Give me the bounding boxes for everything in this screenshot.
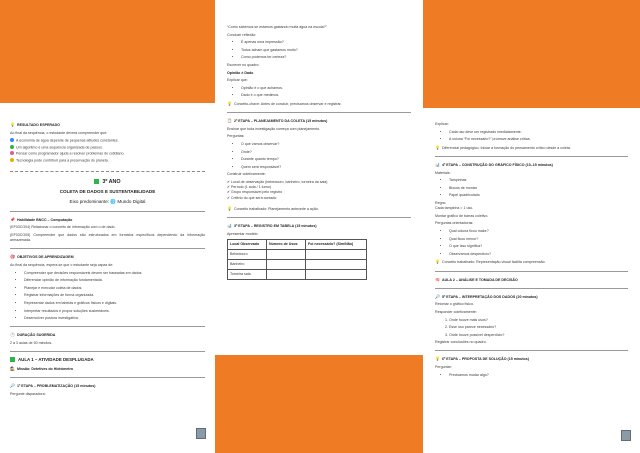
- explicar-label: Explicar:: [435, 122, 449, 126]
- table-cell: Torneira sala: [228, 270, 267, 280]
- table-row: [228, 250, 367, 260]
- bulb-icon: 💡: [435, 144, 440, 150]
- yellow-dot-icon: [10, 158, 14, 162]
- diferencial-text: 💡 Diferencial pedagógico: Iniciar a formação do pensamento crítico desde a coleta.: [435, 144, 571, 150]
- list-item: • Planejar e executar coleta de dados.: [24, 286, 205, 291]
- bncc-item: (EF03CO05) Compreender que dados são estruturados em formatos específicos dependendo da informação armazenada.: [10, 232, 205, 243]
- brain-icon: 🧠: [435, 276, 440, 282]
- materiais-list: [435, 178, 628, 198]
- table-icon: 📊: [227, 222, 232, 228]
- magnifier-icon: 🔎: [435, 293, 440, 299]
- table-header: Foi necessário? (Sim/Não): [306, 240, 367, 250]
- explicar-text: Explicar que:: [227, 78, 248, 83]
- divider: [435, 350, 628, 351]
- table-header: Número de Usos: [267, 240, 306, 250]
- objetivos-list: [10, 271, 205, 322]
- orange-band-top-right: [423, 0, 640, 108]
- list-item: • Quem será responsável?: [241, 165, 411, 170]
- orange-band-bottom-middle: [215, 355, 423, 453]
- list-item: • Blocos de montar: [449, 186, 628, 191]
- table-row: [228, 260, 367, 270]
- responder-label: Responder coletivamente:: [435, 309, 477, 314]
- page-middle: [215, 0, 423, 355]
- divider: [435, 288, 628, 289]
- construir-label: Construir coletivamente:: [227, 172, 266, 177]
- materiais-label: Materiais:: [435, 170, 451, 175]
- apresentar-text: Apresentar modelo:: [227, 231, 259, 236]
- conceito-chave: 💡 Conceito-chave: Antes de concluir, precisamos observar e registrar.: [227, 100, 342, 106]
- bulb-icon: 💡: [435, 259, 440, 265]
- perguntar-label: Perguntar:: [435, 365, 452, 370]
- table-cell: [267, 260, 306, 270]
- bulb-icon: 💡: [227, 100, 232, 106]
- list-item: • Como podemos ter certeza?: [241, 55, 411, 60]
- top-question: “Como sabemos se estamos gastando muita água na escola?”: [227, 25, 327, 29]
- bncc-heading: 📌 Habilidade BNCC – Computação: [10, 216, 73, 222]
- table-row: [228, 270, 367, 280]
- list-item: • Representar dados em tabelas e gráficos físicos e digitais.: [24, 301, 205, 306]
- resultado-item: Pensar como programador ajuda a resolver problemas do cotidiano.: [10, 151, 205, 157]
- duracao-heading: 🕒 DURAÇÃO SUGERIDA: [10, 332, 56, 338]
- explicar-list: [435, 130, 628, 143]
- detective-icon: 🕵: [10, 365, 15, 371]
- list-item: • Todos acham que gastamos muito?: [241, 48, 411, 53]
- list-item: • Interpretar resultados e propor soluções sustentáveis.: [24, 309, 205, 314]
- regra-label: Regra:: [435, 200, 446, 205]
- pin-icon: 📌: [10, 216, 15, 222]
- construir-item: ✔ Local de observação (bebedouro, banheiro, torneira da sala): [227, 179, 328, 184]
- etapa5-heading: 🔎 5ª ETAPA – INTERPRETAÇÃO DOS DADOS (20 minutos): [435, 293, 538, 299]
- responder-list: [435, 318, 628, 338]
- registro-table: [227, 239, 367, 280]
- resultado-intro: Ao final da sequência, o estudante deverá compreender que:: [10, 130, 108, 135]
- clock-icon: 🕒: [10, 332, 15, 338]
- table-header-row: [228, 240, 367, 250]
- list-item: • Observamos desperdício?: [449, 252, 628, 257]
- eixo-text: Eixo predominante: 🌐 Mundo Digital: [69, 199, 146, 205]
- list-item: • A coluna “Foi necessário?” promove análise crítica.: [449, 137, 628, 142]
- perguntas-label: Perguntas orientadoras:: [435, 221, 474, 226]
- registrar-text: Registrar conclusões no quadro.: [435, 340, 487, 345]
- table-cell: Banheiro: [228, 260, 267, 270]
- cada-text: Cada tampinha = 1 uso.: [435, 206, 474, 211]
- list-item: • Papel quadriculado: [449, 193, 628, 198]
- orange-band-top-left: [0, 0, 215, 103]
- montar-text: Montar gráfico de barras coletivo.: [435, 213, 489, 218]
- list-item: 2. Esse uso parece necessário?: [449, 325, 628, 330]
- table-header: Local Observado: [228, 240, 267, 250]
- objetivos-heading: 🎯 OBJETIVOS DE APRENDIZAGEM: [10, 254, 74, 260]
- resultado-item: A economia de água depende de pequenas atitudes constantes.: [10, 138, 205, 144]
- chart-icon: 📊: [435, 161, 440, 167]
- target-icon: 🎯: [10, 254, 15, 260]
- clipboard-icon: 📋: [227, 118, 232, 124]
- page-left: [0, 103, 215, 453]
- perguntar-list: [435, 373, 628, 378]
- list-item: • Registrar informações de forma organizada.: [24, 293, 205, 298]
- table-cell: [267, 250, 306, 260]
- list-item: • Desenvolver postura investigativa.: [24, 316, 205, 321]
- ano-title: 3º ANO: [10, 179, 205, 187]
- etapa1-heading: 🔎 1ª ETAPA – PROBLEMATIZAÇÃO (15 minutos): [10, 383, 96, 389]
- tema-title: COLETA DE DADOS E SUSTENTABILIDADE: [59, 189, 156, 195]
- list-item: • Tampinhas: [449, 178, 628, 183]
- list-item: • Cada uso deve ser registrado imediatamente.: [449, 130, 628, 135]
- opiniao-dado: Opinião ≠ Dado: [227, 70, 254, 75]
- divider: [435, 156, 628, 157]
- list-item: • Diferenciar opinião de informação fundamentada.: [24, 278, 205, 283]
- list-item: • É apenas uma impressão?: [241, 40, 411, 45]
- list-item: 3. Onde houve possível desperdício?: [449, 333, 628, 338]
- etapa4-heading: 📊 4ª ETAPA – CONSTRUÇÃO DO GRÁFICO FÍSICO (10–15 minutos): [435, 161, 553, 167]
- table-cell: [306, 250, 367, 260]
- green-dot-icon: [10, 145, 14, 149]
- duracao-text: 2 a 3 aulas de 50 minutos.: [10, 340, 53, 345]
- divider: [435, 271, 628, 272]
- table-cell: [306, 270, 367, 280]
- resultado-item: Um algoritmo é uma sequência organizada de passos.: [10, 145, 205, 151]
- green-square-icon: [94, 179, 99, 184]
- pergunta-disparadora: Pergunte disparadora:: [10, 391, 46, 396]
- list-item: • Onde?: [241, 150, 411, 155]
- bulb-icon: 💡: [435, 356, 440, 362]
- resultado-item: Tecnologia pode contribuir para a preservação do planeta.: [10, 158, 205, 164]
- aula1-heading: AULA 1 – ATIVIDADE DESPLUGADA: [10, 357, 205, 363]
- aula2-heading: 🧠 AULA 2 – ANÁLISE E TOMADA DE DECISÃO: [435, 276, 518, 282]
- missao-text: 🕵 Missão: Detetives do Hidrômetro: [10, 365, 74, 371]
- ensinar-text: Ensinar que toda investigação começa com planejamento.: [227, 126, 321, 131]
- divider: [10, 248, 205, 249]
- conceito-trabalhado: 💡 Conceito trabalhado: Planejamento antecede a ação.: [227, 205, 319, 211]
- table-cell: [267, 270, 306, 280]
- resultado-heading: 💡 RESULTADO ESPERADO: [10, 122, 60, 127]
- list-item: • Dado é o que medimos.: [241, 93, 411, 98]
- list-item: • O que vamos observar?: [241, 142, 411, 147]
- list-item: • Precisamos mudar algo?: [449, 373, 628, 378]
- explicar-list: [227, 86, 411, 99]
- list-item: 1. Onde houve mais usos?: [449, 318, 628, 323]
- construir-item: ✔ Critério do que será contado: [227, 195, 277, 200]
- bulb-icon: 💡: [10, 122, 15, 127]
- dashed-divider: [10, 171, 205, 172]
- perguntas-list: [227, 142, 411, 170]
- divider: [227, 217, 411, 218]
- bncc-item: (EF03CO04) Relacionar o conceito de informação com o de dado.: [10, 225, 116, 230]
- conduzir-text: Conduzir reflexão:: [227, 32, 257, 37]
- list-item: • Durante quanto tempo?: [241, 157, 411, 162]
- etapa3-heading: 📊 3ª ETAPA – REGISTRO EM TABELA (15 minutos): [227, 222, 317, 228]
- list-item: • O que isso significa?: [449, 244, 628, 249]
- construir-item: ✔ Grupo responsável pelo registro: [227, 190, 283, 195]
- list-item: • Qual coluna ficou maior?: [449, 229, 628, 234]
- etapa2-heading: 📋 2ª ETAPA – PLANEJAMENTO DA COLETA (15 minutos): [227, 118, 328, 124]
- retomar-text: Retomar o gráfico físico.: [435, 302, 474, 307]
- divider: [227, 112, 411, 113]
- table-cell: Bebedouro: [228, 250, 267, 260]
- perguntas-list: [435, 229, 628, 257]
- page-right: [423, 108, 640, 453]
- divider: [10, 326, 205, 327]
- table-cell: [306, 260, 367, 270]
- divider: [10, 211, 205, 212]
- logo-icon: [621, 430, 631, 441]
- escrever-text: Escrever no quadro:: [227, 62, 260, 67]
- etapa6-heading: 💡 6ª ETAPA – PROPOSTA DE SOLUÇÃO (15 minutos): [435, 356, 529, 362]
- objetivos-intro: Ao final da sequência, espera-se que o estudante seja capaz de:: [10, 262, 114, 267]
- list-item: • Qual ficou menor?: [449, 237, 628, 242]
- pink-dot-icon: [10, 151, 14, 155]
- list-item: • Opinião é o que achamos.: [241, 86, 411, 91]
- logo-icon: [196, 428, 206, 439]
- list-item: • Compreender que decisões responsáveis devem ser baseadas em dados.: [24, 271, 205, 276]
- divider: [10, 351, 205, 352]
- green-square-icon: [10, 357, 15, 362]
- divider: [10, 377, 205, 378]
- reflexao-list: [227, 40, 411, 60]
- blue-dot-icon: [10, 138, 14, 142]
- conceito-trabalhado: 💡 Conceito trabalhado: Representação visual facilita compreensão.: [435, 259, 546, 265]
- magnifier-icon: 🔎: [10, 383, 15, 389]
- bulb-icon: 💡: [227, 205, 232, 211]
- construir-item: ✔ Período (1 aula / 1 turno): [227, 185, 271, 190]
- perguntas-label: Perguntas:: [227, 134, 245, 139]
